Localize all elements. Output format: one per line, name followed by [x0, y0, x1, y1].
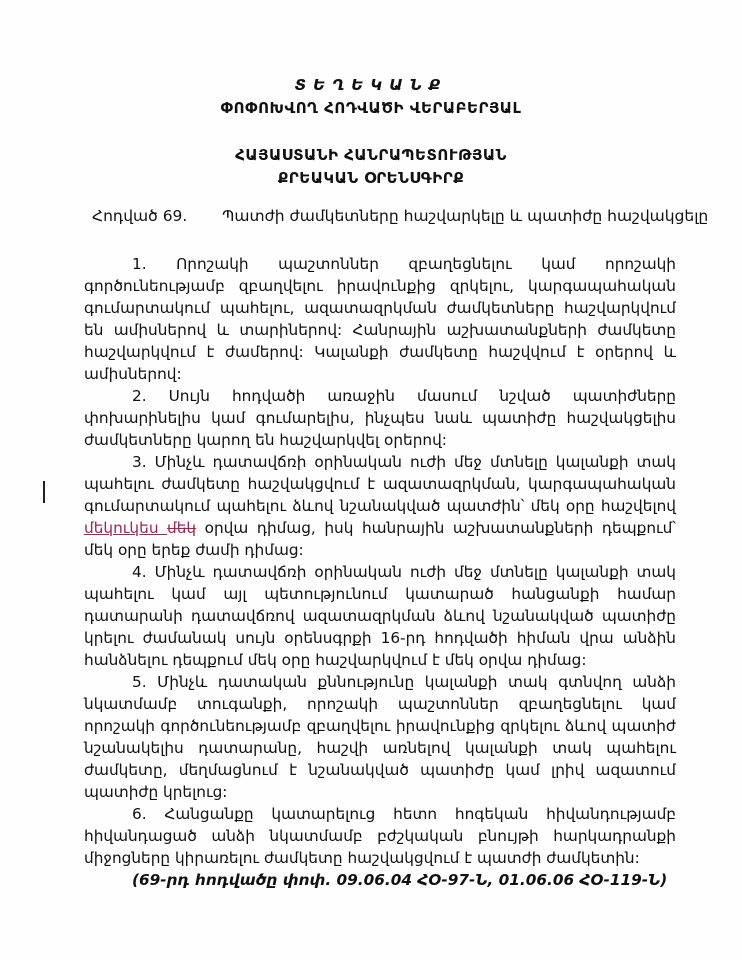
paragraph-4: 4. Մինչև դատավճռի օրինական ուժի մեջ մտնելը կալանքի տակ պահելու կամ այլ պետությունում կատարած հանցանքի համար դատարանի դատավճռով ազատազրկման ձևով նշանակված պատիժը կրելու ժամանակ սույն օրենսգրքի 16-րդ հոդվածի հիման վրա անձին հանձնելու դեպքում մեկ օրը հաշվարկվում է մեկ օրվա դիմաց:: [84, 563, 676, 669]
article-body[interactable]: [84, 253, 676, 891]
paragraph-2: 2. Սույն հոդվածի առաջին մասում նշված պատիժները փոխարինելիս կամ գումարելիս, ինչպես նաև պատիժը հաշվակցելիս ժամկետները կարող են հաշվարկվել օրերով:: [84, 387, 676, 449]
tracked-deletion[interactable]: մեկ: [167, 519, 197, 537]
paragraph-1: 1. Որոշակի պաշտոններ զբաղեցնելու կամ որոշակի գործունեությամբ զբաղվելու իրավունքից զրկելու, կարգապահական գումարտակում պահելու, ազատազրկման ժամկետները հաշվարկվում են ամիսներով և տարիներով: Հանրային աշխատանքների ժամկետը հաշվարկվում է ժամերով: Կալանքի ժամկետը հաշվվում է օրերով և ամիսներով:: [84, 255, 676, 383]
tracked-insertion[interactable]: մեկուկես: [84, 519, 168, 537]
paragraph-3: 3. Մինչև դատավճռի օրինական ուժի մեջ մտնելը կալանքի տակ պահելու ժամկետը հաշվակցվում է ազատազրկման, կարգապահական գումարտակում պահելու ձևով նշանակված պատժին՝ մեկ օրը հաշվելով մեկուկես մեկ օրվա դիմաց, իսկ հանրային աշխատանքների դեպքում՝ մեկ օրը երեք ժամի դիմաց:: [84, 453, 676, 559]
paragraph-6: 6. Հանցանքը կատարելուց հետո հոգեկան հիվանդությամբ հիվանդացած անձի նկատմամբ բժշկական բնույթի հարկադրանքի միջոցները կիրառելու ժամկետը հաշվակցվում է պատժի ժամկետին:: [84, 805, 676, 867]
code-name: ՔՐԵԱԿԱՆ ՕՐԵՆՍԳԻՐՔ: [277, 169, 465, 187]
paragraph-5: 5. Մինչև դատական քննությունը կալանքի տակ գտնվող անձի նկատմամբ տուգանքի, որոշակի պաշտոններ զբաղեցնելու կամ որոշակի գործունեությամբ զբաղվելու իրավունքից զրկելու ձևով պատիժ նշանակելիս դատարանը, հաշվի առնելով կալանքի տակ պահելու ժամկետը, մեղմացնում է նշանակված պատիժը կամ լրիվ ազատում պատիժը կրելուց:: [84, 673, 676, 801]
article-number: Հոդված 69.: [92, 207, 188, 225]
article-heading: [92, 207, 709, 225]
code-country: ՀԱՅԱՍՏԱՆԻ ՀԱՆՐԱՊԵՏՈՒԹՅԱՆ: [235, 146, 507, 164]
doc-title: ՏԵՂԵԿԱՆՔ: [294, 76, 448, 94]
doc-subtitle: ՓՈՓՈԽՎՈՂ ՀՈԴՎԱԾԻ ՎԵՐԱԲԵՐՅԱԼ: [220, 99, 522, 117]
amendment-note: (69-րդ հոդվածը փոփ. 09.06.04 ՀՕ-97-Ն, 01.06.06 ՀՕ-119-Ն): [132, 871, 668, 889]
text-cursor: [43, 481, 45, 503]
article-title: Պատժի ժամկետները հաշվարկելը և պատիժը հաշվակցելը: [222, 207, 709, 225]
